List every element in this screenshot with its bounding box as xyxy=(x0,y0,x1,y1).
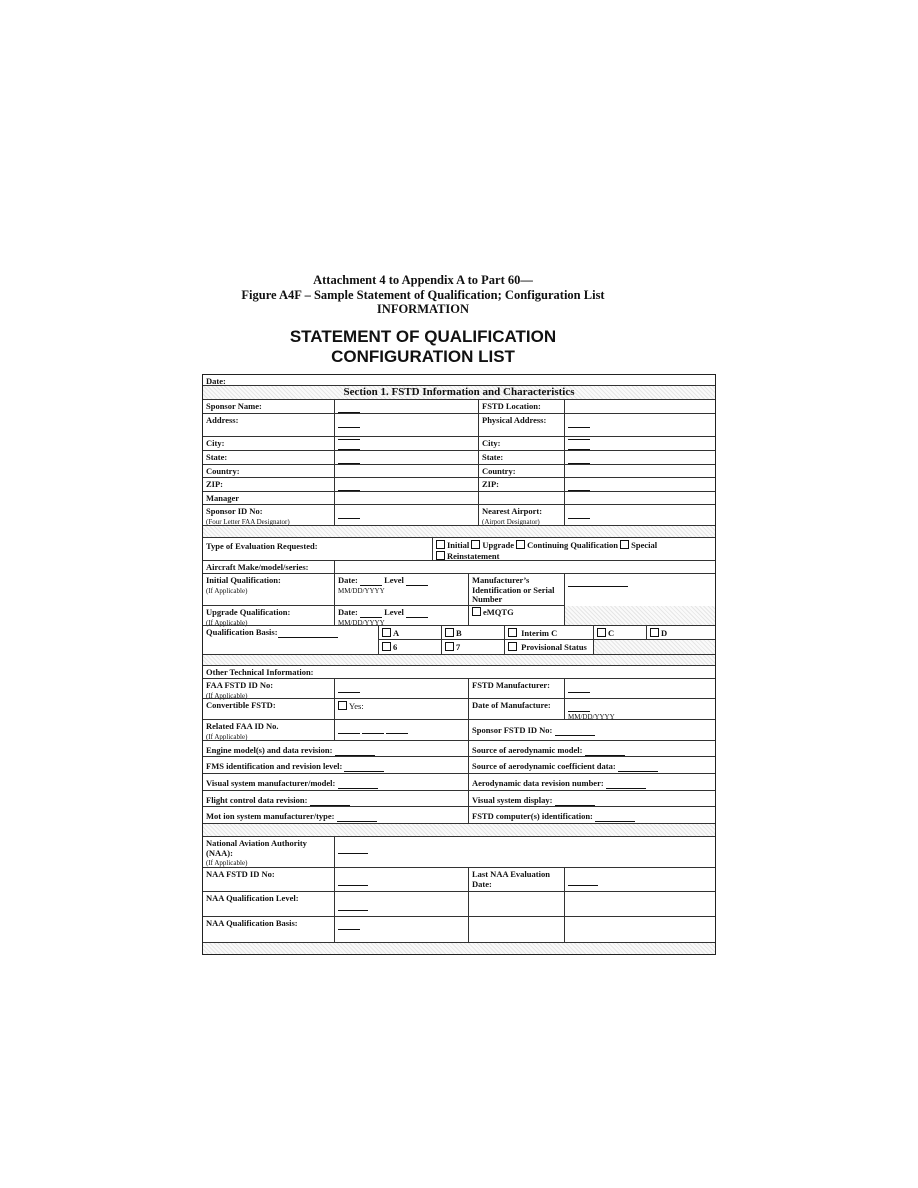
manufacturer-id-value[interactable] xyxy=(565,576,631,587)
zip-value-2[interactable] xyxy=(565,480,593,491)
sponsor-name-value[interactable] xyxy=(335,402,363,413)
eval-type-label: Type of Evaluation Requested: xyxy=(206,541,318,551)
naa-fstd-id-label: NAA FSTD ID No: xyxy=(206,869,275,879)
title-line-1: STATEMENT OF QUALIFICATION xyxy=(289,327,557,346)
motion-mfr-field[interactable]: Mot ion system manufacturer/type: xyxy=(203,811,380,822)
naa-qual-basis-label: NAA Qualification Basis: xyxy=(206,918,298,928)
date-field[interactable]: Date: xyxy=(203,376,253,387)
naa-label: National Aviation Authority (NAA): (If Applicable) xyxy=(206,838,307,867)
sponsor-fstd-id-field[interactable]: Sponsor FSTD ID No: xyxy=(469,725,598,736)
header-line-2: Figure A4F – Sample Statement of Qualification; Configuration List xyxy=(241,287,605,302)
title-line-2: CONFIGURATION LIST xyxy=(331,347,515,366)
source-aero-model-field[interactable]: Source of aerodynamic model: xyxy=(469,745,628,756)
header-line-3: INFORMATION xyxy=(376,302,470,316)
engine-model-field[interactable]: Engine model(s) and data revision: xyxy=(203,745,378,756)
convertible-label: Convertible FSTD: xyxy=(206,700,276,710)
eval-reinstatement-checkbox[interactable]: Reinstatement xyxy=(436,551,499,561)
eval-special-checkbox[interactable]: Special xyxy=(620,540,657,550)
visual-display-field[interactable]: Visual system display: xyxy=(469,795,598,806)
naa-qual-level-value[interactable] xyxy=(335,900,371,911)
initial-qual-date[interactable]: Date: Level MM/DD/YYYY xyxy=(335,575,431,595)
state-value-2[interactable] xyxy=(565,453,593,464)
manager-value[interactable] xyxy=(335,494,363,505)
related-faa-id-value[interactable] xyxy=(335,723,411,734)
physical-address-label: Physical Address: xyxy=(482,415,547,425)
fstd-manufacturer-label: FSTD Manufacturer: xyxy=(472,680,550,690)
state-label-2: State: xyxy=(482,452,504,462)
zip-label-2: ZIP: xyxy=(482,479,499,489)
flight-control-field[interactable]: Flight control data revision: xyxy=(203,795,353,806)
basis-7-checkbox[interactable]: 7 xyxy=(442,641,463,653)
visual-mfr-field[interactable]: Visual system manufacturer/model: xyxy=(203,778,381,789)
source-aero-coeff-field[interactable]: Source of aerodynamic coefficient data: xyxy=(469,761,661,772)
country-value-2[interactable] xyxy=(565,467,593,478)
zip-label: ZIP: xyxy=(206,479,223,489)
manager-label: Manager xyxy=(206,493,240,503)
upgrade-qual-date[interactable]: Date: Level MM/DD/YYYY xyxy=(335,607,431,627)
eval-continuing-checkbox[interactable]: Continuing Qualification xyxy=(516,540,618,550)
sponsor-id-value[interactable] xyxy=(335,508,363,519)
eval-type-options xyxy=(433,539,713,561)
naa-qual-basis-value[interactable] xyxy=(335,919,363,930)
qualification-form xyxy=(202,374,716,955)
last-naa-eval-value[interactable] xyxy=(565,875,601,886)
eval-initial-checkbox[interactable]: Initial xyxy=(436,540,469,550)
basis-c-checkbox[interactable]: C xyxy=(594,627,617,639)
nearest-airport-label: Nearest Airport: (Airport Designator) xyxy=(482,506,543,526)
document-header xyxy=(0,273,846,317)
city-value[interactable] xyxy=(335,439,363,450)
date-of-manufacture-label: Date of Manufacture: xyxy=(472,700,551,710)
country-label: Country: xyxy=(206,466,240,476)
fstd-location-label: FSTD Location: xyxy=(482,401,541,411)
country-value[interactable] xyxy=(335,467,363,478)
initial-qual-label: Initial Qualification: (If Applicable) xyxy=(206,575,281,595)
sponsor-name-label: Sponsor Name: xyxy=(206,401,262,411)
city-label-2: City: xyxy=(482,438,501,448)
upgrade-qual-label: Upgrade Qualification: (If Applicable) xyxy=(206,607,291,627)
city-label: City: xyxy=(206,438,225,448)
country-label-2: Country: xyxy=(482,466,516,476)
aero-revision-field[interactable]: Aerodynamic data revision number: xyxy=(469,778,649,789)
header-line-1: Attachment 4 to Appendix A to Part 60— xyxy=(313,273,533,287)
faa-fstd-id-value[interactable] xyxy=(335,682,363,693)
aircraft-value[interactable] xyxy=(335,563,363,574)
basis-interim-c-checkbox[interactable]: Interim C xyxy=(505,627,560,639)
manufacturer-id-label: Manufacturer’s Identification or Serial Number xyxy=(472,575,555,604)
aircraft-label: Aircraft Make/model/series: xyxy=(206,562,309,572)
basis-a-checkbox[interactable]: A xyxy=(379,627,402,639)
city-value-2[interactable] xyxy=(565,439,593,450)
basis-6-checkbox[interactable]: 6 xyxy=(379,641,400,653)
address-label: Address: xyxy=(206,415,239,425)
section-1-title: Section 1. FSTD Information and Characteristics xyxy=(343,386,575,398)
basis-provisional-checkbox[interactable]: Provisional Status xyxy=(505,641,590,653)
other-tech-label: Other Technical Information: xyxy=(206,667,314,677)
nearest-airport-value[interactable] xyxy=(565,508,593,519)
qual-basis-label: Qualification Basis: xyxy=(203,627,341,638)
form-title xyxy=(0,327,846,367)
zip-value[interactable] xyxy=(335,480,363,491)
eval-upgrade-checkbox[interactable]: Upgrade xyxy=(471,540,514,550)
naa-qual-level-label: NAA Qualification Level: xyxy=(206,893,299,903)
naa-fstd-id-value[interactable] xyxy=(335,875,371,886)
basis-d-checkbox[interactable]: D xyxy=(647,627,670,639)
convertible-yes-checkbox[interactable]: Yes: xyxy=(335,700,367,712)
sponsor-id-label: Sponsor ID No: (Four Letter FAA Designator) xyxy=(206,506,290,526)
state-value[interactable] xyxy=(335,453,363,464)
last-naa-eval-label: Last NAA Evaluation Date: xyxy=(472,869,550,889)
fstd-manufacturer-value[interactable] xyxy=(565,682,593,693)
naa-value[interactable] xyxy=(335,843,371,854)
faa-fstd-id-label: FAA FSTD ID No: (If Applicable) xyxy=(206,680,274,700)
related-faa-id-label: Related FAA ID No. (If Applicable) xyxy=(206,721,279,741)
fstd-computer-field[interactable]: FSTD computer(s) identification: xyxy=(469,811,638,822)
state-label: State: xyxy=(206,452,228,462)
basis-b-checkbox[interactable]: B xyxy=(442,627,465,639)
emqtg-checkbox[interactable]: eMQTG xyxy=(469,606,517,618)
fms-id-field[interactable]: FMS identification and revision level: xyxy=(203,761,387,772)
date-of-manufacture-value[interactable]: MM/DD/YYYY xyxy=(565,701,618,721)
